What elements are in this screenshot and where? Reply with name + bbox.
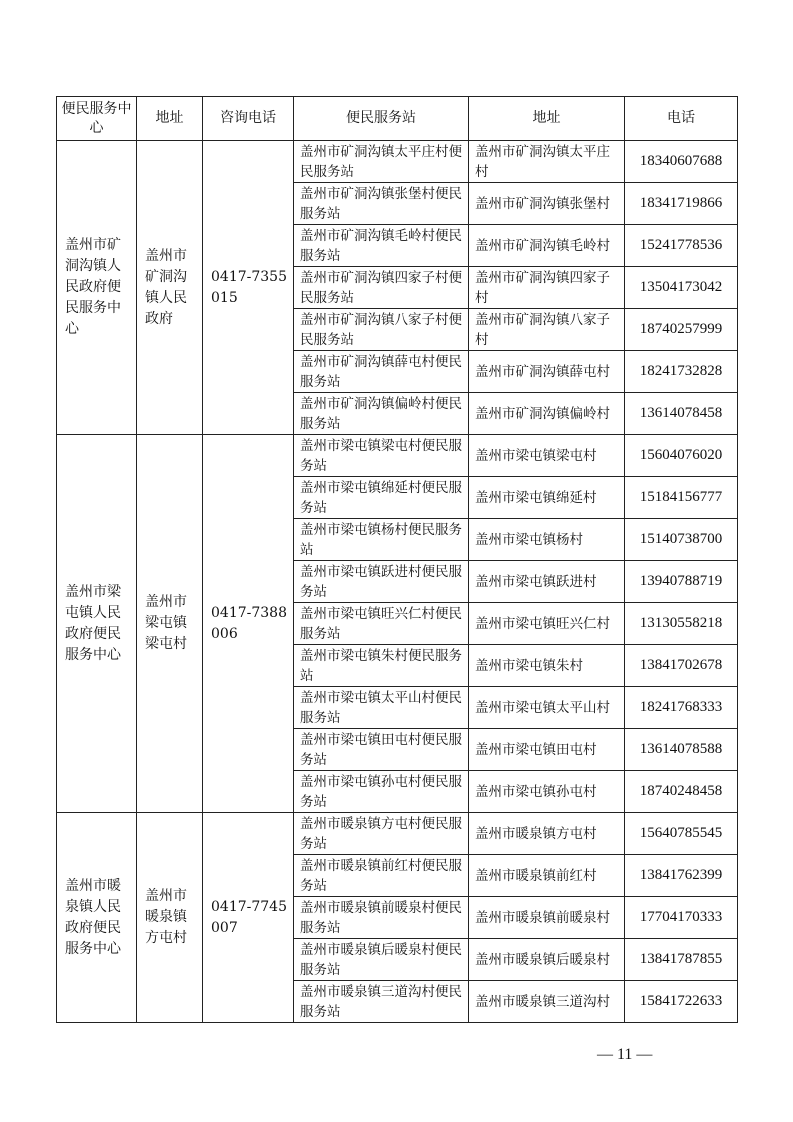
- header-station-address: 地址: [469, 97, 625, 141]
- station-tel-cell: 13841787855: [625, 939, 738, 981]
- header-tel: 电话: [625, 97, 738, 141]
- station-name-cell: 盖州市暖泉镇后暖泉村便民服务站: [294, 939, 469, 981]
- header-row: [57, 97, 738, 141]
- station-name-cell: 盖州市矿洞沟镇毛岭村便民服务站: [294, 225, 469, 267]
- header-consult-phone: 咨询电话: [203, 97, 294, 141]
- station-tel-cell: 18740248458: [625, 771, 738, 813]
- center-phone-cell: 0417-7745007: [203, 813, 294, 1023]
- station-name-cell: 盖州市矿洞沟镇薛屯村便民服务站: [294, 351, 469, 393]
- station-tel-cell: 18341719866: [625, 183, 738, 225]
- header-center: 便民服务中心: [57, 97, 137, 141]
- station-name-cell: 盖州市梁屯镇绵延村便民服务站: [294, 477, 469, 519]
- station-name-cell: 盖州市暖泉镇前红村便民服务站: [294, 855, 469, 897]
- station-name-cell: 盖州市矿洞沟镇张堡村便民服务站: [294, 183, 469, 225]
- station-address-cell: 盖州市梁屯镇梁屯村: [469, 435, 625, 477]
- page-number: — 11 —: [597, 1046, 653, 1063]
- station-tel-cell: 13614078588: [625, 729, 738, 771]
- station-tel-cell: 18340607688: [625, 141, 738, 183]
- station-address-cell: 盖州市梁屯镇绵延村: [469, 477, 625, 519]
- station-address-cell: 盖州市暖泉镇方屯村: [469, 813, 625, 855]
- station-address-cell: 盖州市梁屯镇旺兴仁村: [469, 603, 625, 645]
- station-name-cell: 盖州市矿洞沟镇太平庄村便民服务站: [294, 141, 469, 183]
- station-tel-cell: 13940788719: [625, 561, 738, 603]
- center-address-cell: 盖州市梁屯镇梁屯村: [137, 435, 203, 813]
- station-address-cell: 盖州市矿洞沟镇张堡村: [469, 183, 625, 225]
- station-address-cell: 盖州市矿洞沟镇毛岭村: [469, 225, 625, 267]
- station-address-cell: 盖州市梁屯镇田屯村: [469, 729, 625, 771]
- station-tel-cell: 15184156777: [625, 477, 738, 519]
- station-address-cell: 盖州市矿洞沟镇八家子村: [469, 309, 625, 351]
- station-tel-cell: 18740257999: [625, 309, 738, 351]
- service-station-table: [56, 96, 738, 1023]
- station-name-cell: 盖州市暖泉镇方屯村便民服务站: [294, 813, 469, 855]
- station-name-cell: 盖州市暖泉镇三道沟村便民服务站: [294, 981, 469, 1023]
- station-name-cell: 盖州市梁屯镇跃进村便民服务站: [294, 561, 469, 603]
- station-tel-cell: 13504173042: [625, 267, 738, 309]
- station-address-cell: 盖州市矿洞沟镇薛屯村: [469, 351, 625, 393]
- station-address-cell: 盖州市矿洞沟镇偏岭村: [469, 393, 625, 435]
- station-address-cell: 盖州市矿洞沟镇太平庄村: [469, 141, 625, 183]
- station-address-cell: 盖州市暖泉镇三道沟村: [469, 981, 625, 1023]
- station-name-cell: 盖州市梁屯镇梁屯村便民服务站: [294, 435, 469, 477]
- station-tel-cell: 13841762399: [625, 855, 738, 897]
- table-row: [57, 435, 738, 477]
- station-address-cell: 盖州市梁屯镇杨村: [469, 519, 625, 561]
- station-name-cell: 盖州市梁屯镇杨村便民服务站: [294, 519, 469, 561]
- station-tel-cell: 18241732828: [625, 351, 738, 393]
- table-row: [57, 141, 738, 183]
- center-address-cell: 盖州市矿洞沟镇人民政府: [137, 141, 203, 435]
- station-address-cell: 盖州市暖泉镇前红村: [469, 855, 625, 897]
- header-address: 地址: [137, 97, 203, 141]
- center-name-cell: 盖州市梁屯镇人民政府便民服务中心: [57, 435, 137, 813]
- center-phone-cell: 0417-7388006: [203, 435, 294, 813]
- center-name-cell: 盖州市矿洞沟镇人民政府便民服务中心: [57, 141, 137, 435]
- station-tel-cell: 13130558218: [625, 603, 738, 645]
- station-name-cell: 盖州市矿洞沟镇八家子村便民服务站: [294, 309, 469, 351]
- header-station: 便民服务站: [294, 97, 469, 141]
- station-name-cell: 盖州市梁屯镇太平山村便民服务站: [294, 687, 469, 729]
- station-tel-cell: 13841702678: [625, 645, 738, 687]
- station-tel-cell: 13614078458: [625, 393, 738, 435]
- station-address-cell: 盖州市梁屯镇孙屯村: [469, 771, 625, 813]
- center-name-cell: 盖州市暖泉镇人民政府便民服务中心: [57, 813, 137, 1023]
- station-address-cell: 盖州市暖泉镇前暖泉村: [469, 897, 625, 939]
- station-name-cell: 盖州市矿洞沟镇四家子村便民服务站: [294, 267, 469, 309]
- station-tel-cell: 18241768333: [625, 687, 738, 729]
- station-name-cell: 盖州市梁屯镇朱村便民服务站: [294, 645, 469, 687]
- station-address-cell: 盖州市暖泉镇后暖泉村: [469, 939, 625, 981]
- station-address-cell: 盖州市矿洞沟镇四家子村: [469, 267, 625, 309]
- station-address-cell: 盖州市梁屯镇太平山村: [469, 687, 625, 729]
- station-tel-cell: 15604076020: [625, 435, 738, 477]
- station-name-cell: 盖州市梁屯镇孙屯村便民服务站: [294, 771, 469, 813]
- table-row: [57, 813, 738, 855]
- station-address-cell: 盖州市梁屯镇朱村: [469, 645, 625, 687]
- station-name-cell: 盖州市梁屯镇旺兴仁村便民服务站: [294, 603, 469, 645]
- station-tel-cell: 15640785545: [625, 813, 738, 855]
- center-phone-cell: 0417-7355015: [203, 141, 294, 435]
- center-address-cell: 盖州市暖泉镇方屯村: [137, 813, 203, 1023]
- station-tel-cell: 15841722633: [625, 981, 738, 1023]
- station-tel-cell: 15140738700: [625, 519, 738, 561]
- station-tel-cell: 17704170333: [625, 897, 738, 939]
- station-tel-cell: 15241778536: [625, 225, 738, 267]
- station-name-cell: 盖州市梁屯镇田屯村便民服务站: [294, 729, 469, 771]
- station-address-cell: 盖州市梁屯镇跃进村: [469, 561, 625, 603]
- station-name-cell: 盖州市矿洞沟镇偏岭村便民服务站: [294, 393, 469, 435]
- station-name-cell: 盖州市暖泉镇前暖泉村便民服务站: [294, 897, 469, 939]
